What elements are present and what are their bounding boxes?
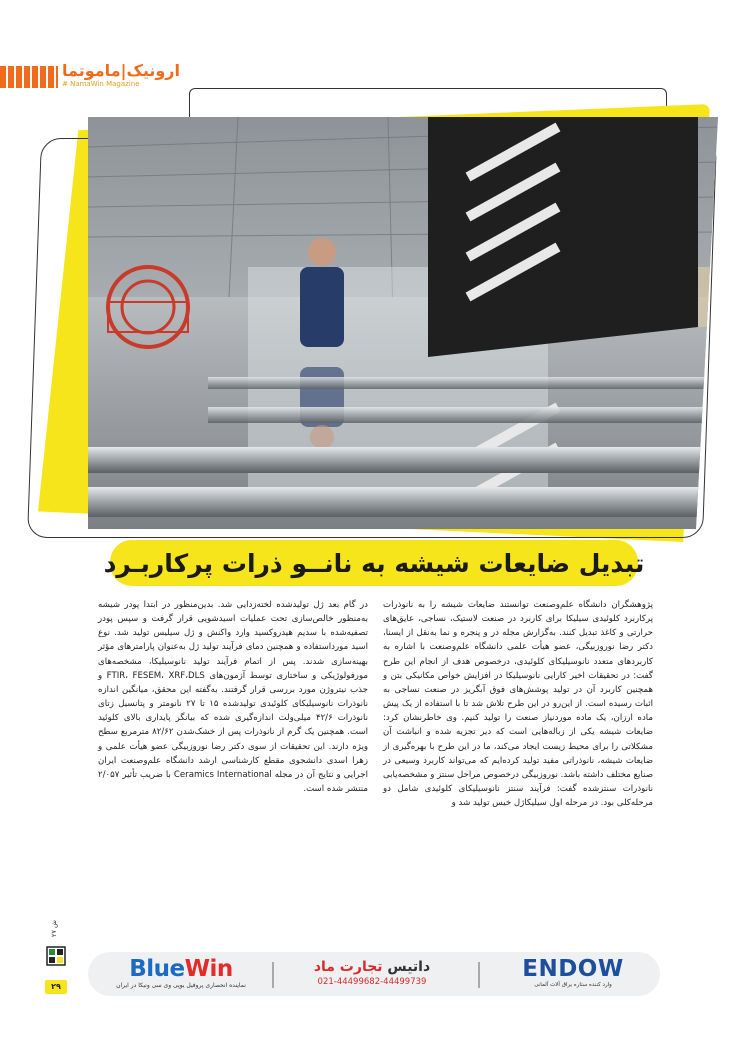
magazine-grid-icon [46, 946, 66, 966]
bluewin-name-red: Win [184, 956, 233, 982]
magazine-logo[interactable] [62, 62, 182, 92]
datis-logo [282, 958, 462, 976]
article-column-right [383, 598, 653, 810]
datis-ad[interactable] [282, 958, 462, 994]
datis-name-dark: داتیس [387, 959, 431, 975]
page-number: ۲۹ [45, 980, 67, 994]
article-text-right: پژوهشگران دانشگاه علم‌وصنعت توانستند ضایعات شیشه را به نانوذرات پرکاربرد کلوئیدی سیلیکا برای کاربرد در صنعت لاستیک، نساجی، عایق‌های حرارتی و کاغذ تبدیل کنند. به‌گزارش مجله در و پنجره و نما به‌نقل از ایسنا، دکتر رضا نوروزبیگی، عضو هیأت علمی دانشگاه علم‌وصنعت با اشاره به کاربردهای متعدد نانوسیلیکای کلوئیدی، درخصوص هدف از انجام این طرح گفت: در تحقیقات اخیر کارایی نانوسیلیکا در افزایش خواص مکانیکی بتن و همچنین کاربرد آن در تولید پوشش‌های فوق آبگریز در صنعت نساجی به اثبات رسیده است. از این‌رو در این طرح تلاش شد تا با استفاده از یک پیش ماده ارزان، یک ماده موردنیاز صنعت را تولید کنیم. وی خاطرنشان کرد: ضایعات شیشه یکی از زباله‌هایی است که دیر تجزیه شده و انباشت آن مشکلاتی را برای محیط زیست ایجاد می‌کند، ما در این طرح با بهره‌گیری از ضایعات شیشه، نانوذراتی مفید تولید کرده‌ایم که می‌تواند کاربرد وسیعی در صنایع مختلف داشته باشد. نوروزبیگی درخصوص مراحل سنتز و مشخصه‌یابی نانوذرات سنتزشده گفت: فرآیند سنتز نانوسیلیکای کلوئیدی شامل دو مرحله‌کلی بود. در مرحله اول سیلیکاژل خیس تولید شد و [383, 600, 653, 809]
endow-logo: ENDOW [522, 956, 624, 982]
article-title: تبدیل ضایعات شیشه به نانــو ذرات پرکاربـرد [103, 548, 645, 578]
endow-ad[interactable] [498, 956, 648, 994]
ad-divider [478, 962, 480, 988]
issue-label: ش ۲۷ [50, 920, 58, 937]
factory-photo [88, 117, 718, 529]
header-stripes [0, 66, 58, 88]
logo-title: ارونیک|ماموتما [62, 61, 180, 80]
endow-tagline: وارد کننده ستاره یراق آلات آلمانی [534, 982, 612, 988]
article-text-left: در گام بعد ژل تولیدشده لخته‌زدایی شد. بدین‌منظور در ابتدا پودر شیشه به‌منظور خالص‌سازی تحت عملیات اسیدشویی قرار گرفت و سپس پودر تصفیه‌شده با سدیم هیدروکسید وارد واکنش و ژل سیلیس تولید شد. نوع اسید مورداستفاده و همچنین دمای فرآیند تولید ژل به‌عنوان پارامترهای مؤثر بهینه‌سازی شدند. پس از اتمام فرآیند تولید نانوسیلیکا، مشخصه‌های مورفولوژیکی و ساختاری توسط آزمون‌های FTIR، FESEM، XRF،DLS و جذب نیتروژن مورد بررسی قرار گرفتند. به‌گفته این محقق، میانگین اندازه نانوذرات نانوسیلیکای کلوئیدی تولیدشده ۱۵ تا ۲۷ نانومتر و پتانسیل زتای نانوذرات ۴۲/۶ میلی‌ولت اندازه‌گیری شده که بیانگر پایداری بالای کلوئید است. همچنین یک گرم از نانوذرات پس از خشک‌شدن ۸۲/۶۲ مترمربع سطح ویژه دارند. این تحقیقات از سوی دکتر رضا نوروزبیگی عضو هیأت علمی و زهرا اسدی دانشجوی مقطع کارشناسی ارشد دانشگاه علم‌وصنعت ایران اجرایی و نتایج آن در مجله Ceramics International با ضریب تأثیر ۲/۰۵۷ منتشر شده است. [98, 600, 369, 795]
article-headline [103, 540, 645, 586]
bluewin-tagline: نماینده انحصاری پروفیل یوپی وی سی ونیکا در ایران [116, 982, 246, 989]
ad-divider [272, 962, 274, 988]
issue-number [50, 920, 64, 942]
datis-phone: 021-44499682-44499739 [317, 977, 427, 987]
logo-subtitle: # NamaWin Magazine [62, 80, 140, 88]
datis-name-red: تجارت ماد [313, 959, 383, 975]
bluewin-name-blue: Blue [129, 956, 185, 982]
bluewin-ad[interactable] [96, 956, 266, 994]
factory-photo-illustration [88, 117, 718, 529]
bluewin-logo [96, 956, 266, 982]
article-column-left [98, 598, 368, 796]
